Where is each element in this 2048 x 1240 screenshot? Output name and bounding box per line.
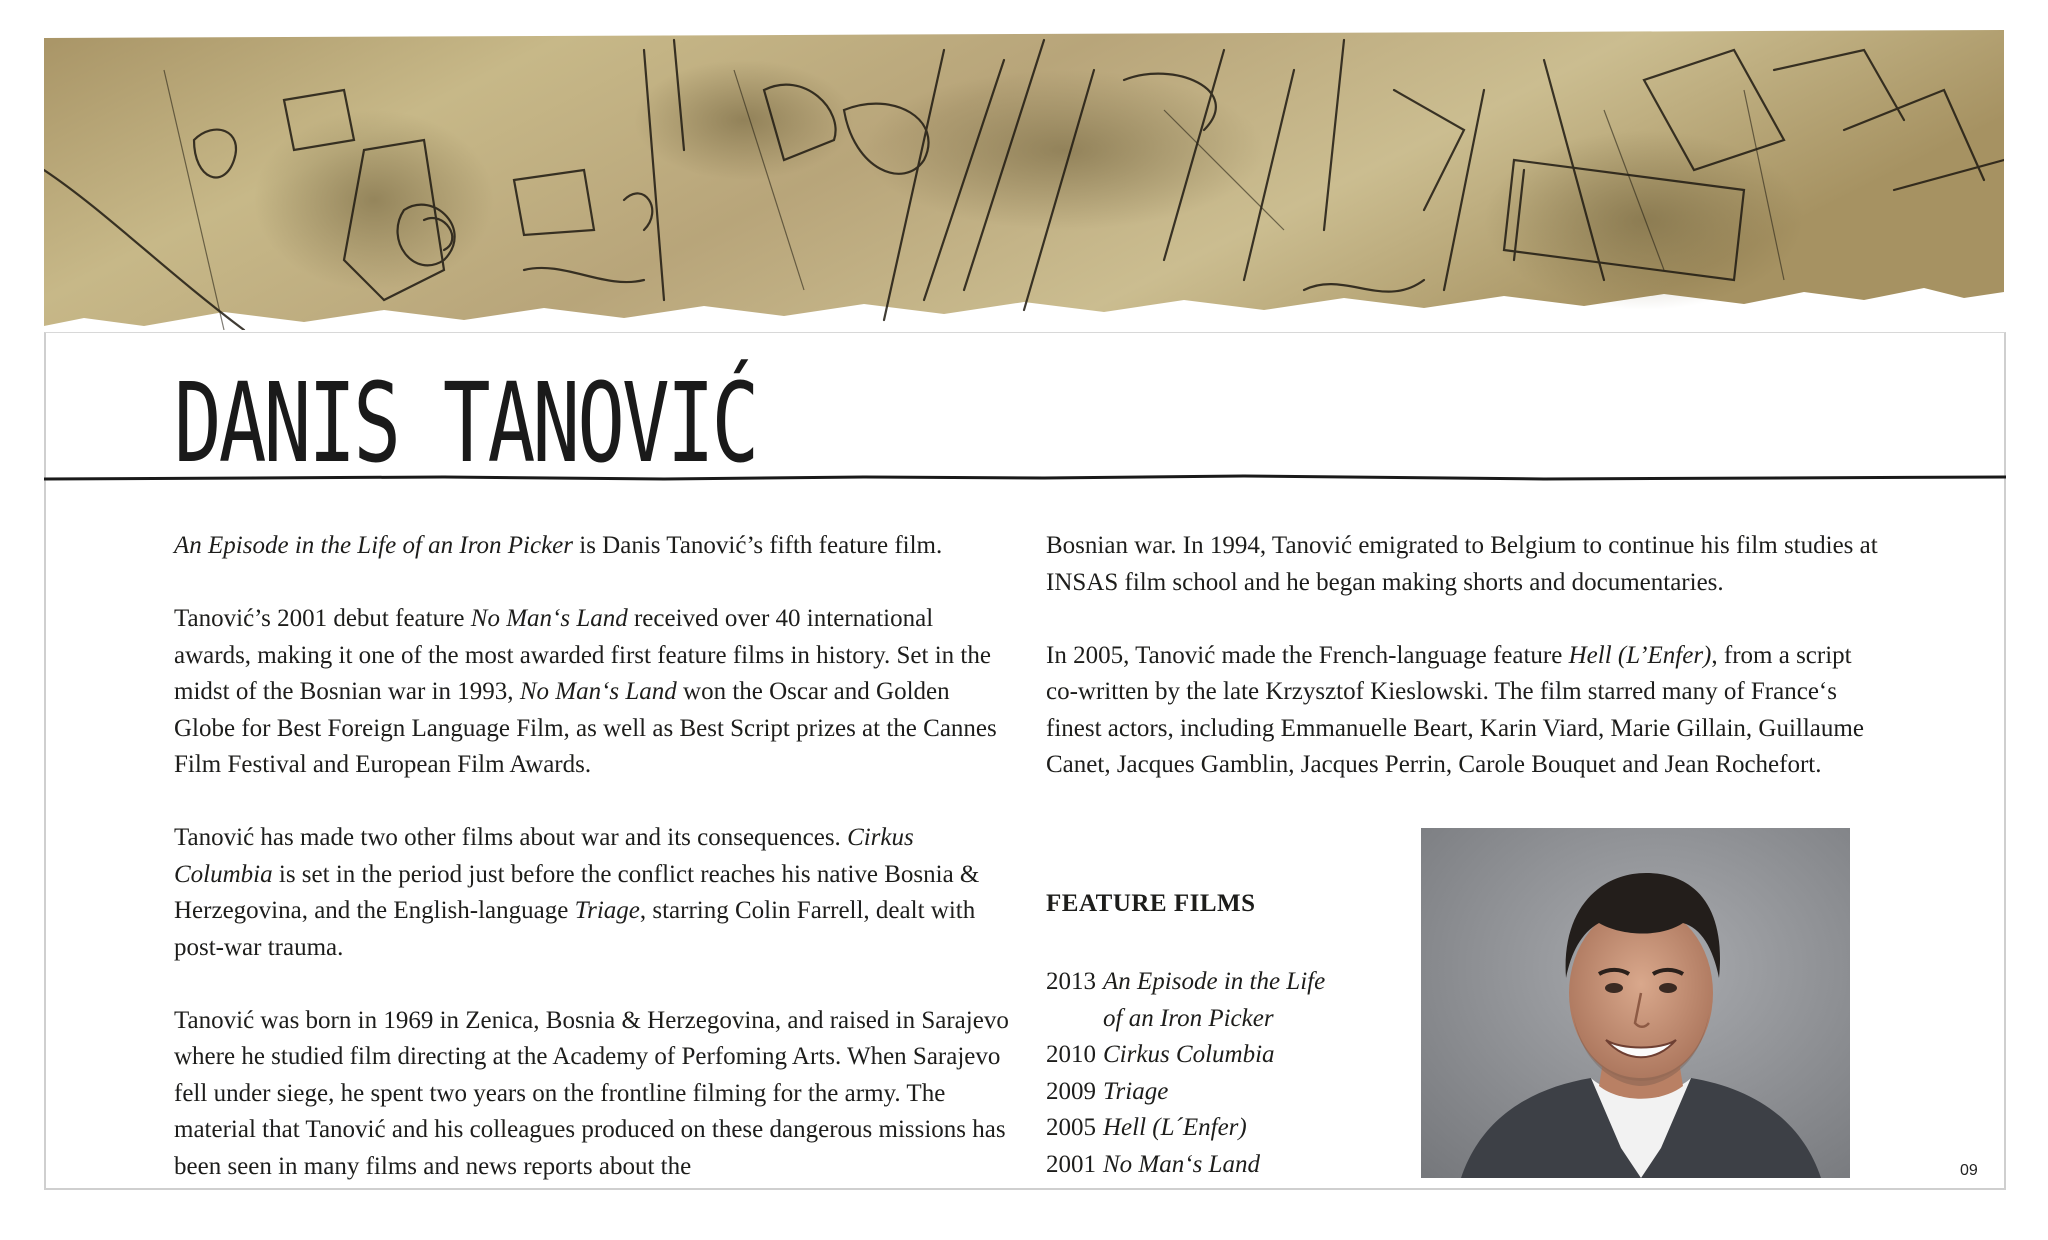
film-title: Cirkus Columbia	[174, 824, 914, 888]
film-title: An Episode in the Life	[1103, 968, 1326, 995]
sketch-illustration	[44, 30, 2004, 330]
film-title: of an Iron Picker	[1103, 1004, 1274, 1032]
paragraph-text: received over 40 international awards, making it one of the most awarded first feature films in history. Set in the midst of the Bosnian war in 1993,	[174, 605, 991, 705]
bio-paragraph-2	[174, 601, 1009, 784]
paragraph-text: Tanović has made two other films about war and its consequences.	[174, 824, 848, 851]
title-rule	[44, 474, 2006, 482]
film-year: 2013	[1046, 968, 1096, 995]
bio-right-column	[1046, 528, 1886, 820]
feature-films-list	[1046, 964, 1325, 1183]
paragraph-text: is set in the period just before the conflict reaches his native Bosnia & Herzegovina, and the English-language	[174, 860, 980, 924]
director-portrait-photo	[1421, 828, 1850, 1178]
paragraph-text: won the Oscar and Golden Globe for Best Foreign Language Film, as well as Best Script prizes at the Cannes Film Festival and European Film Awards.	[174, 678, 997, 778]
film-year: 2001	[1046, 1150, 1096, 1178]
bio-paragraph-6	[1046, 638, 1886, 784]
film-list-item	[1046, 1074, 1325, 1111]
feature-films-heading: FEATURE FILMS	[1046, 890, 1256, 917]
film-title: An Episode in the Life of an Iron Picker	[174, 532, 573, 559]
film-list-item	[1046, 1037, 1325, 1074]
paragraph-text: Tanović’s 2001 debut feature	[174, 605, 471, 632]
film-title: No Man‘s Land	[470, 605, 628, 632]
bio-paragraph-4: Tanović was born in 1969 in Zenica, Bosnia & Herzegovina, and raised in Sarajevo where he studied film directing at the Academy of Perfoming Arts. When Sarajevo fell under siege, he spent two years on the frontline filming for the army. The material that Tanović and his colleagues produced on these dangerous missions has been seen in many films and news reports about the	[174, 1006, 1009, 1180]
paragraph-text: , starring Colin Farrell, dealt with post-war trauma.	[174, 897, 976, 961]
paragraph-text: , from a script co-written by the late Krzysztof Kieslowski. The film starred many of France‘s finest actors, including Emmanuelle Beart, Karin Viard, Marie Gillain, Guillaume Canet, Jacques Gamblin, Jacques Perrin, Carole Bouquet and Jean Rochefort.	[1046, 641, 1864, 778]
film-year: 2005	[1046, 1114, 1096, 1141]
bio-paragraph-5: Bosnian war. In 1994, Tanović emigrated to Belgium to continue his film studies at INSAS film school and he began making shorts and documentaries.	[1046, 532, 1878, 596]
film-title: Triage	[1103, 1077, 1169, 1105]
paragraph-text: In 2005, Tanović made the French-language feature	[1046, 641, 1569, 669]
header-sketch-banner	[44, 30, 2004, 330]
film-title: Triage	[574, 897, 640, 924]
film-list-item	[1046, 1110, 1325, 1147]
film-year: 2009	[1046, 1077, 1096, 1105]
film-title: Cirkus Columbia	[1103, 1041, 1275, 1068]
page-title: DANIS TANOVIĆ	[174, 359, 757, 487]
film-title: Hell (L’Enfer)	[1568, 641, 1712, 669]
film-title: Hell (L´Enfer)	[1103, 1114, 1247, 1141]
bio-paragraph-1	[174, 528, 1009, 565]
bio-paragraph-3	[174, 820, 1009, 966]
page-number: 09	[1960, 1162, 1978, 1179]
bio-left-column	[174, 528, 1009, 1222]
film-title: No Man‘s Land	[1103, 1150, 1260, 1178]
film-list-item	[1046, 1147, 1325, 1184]
film-list-item-continued	[1046, 1001, 1325, 1038]
film-year: 2010	[1046, 1041, 1096, 1068]
paragraph-text: is Danis Tanović’s fifth feature film.	[573, 532, 943, 559]
film-list-item	[1046, 964, 1325, 1001]
film-title: No Man‘s Land	[519, 678, 677, 705]
